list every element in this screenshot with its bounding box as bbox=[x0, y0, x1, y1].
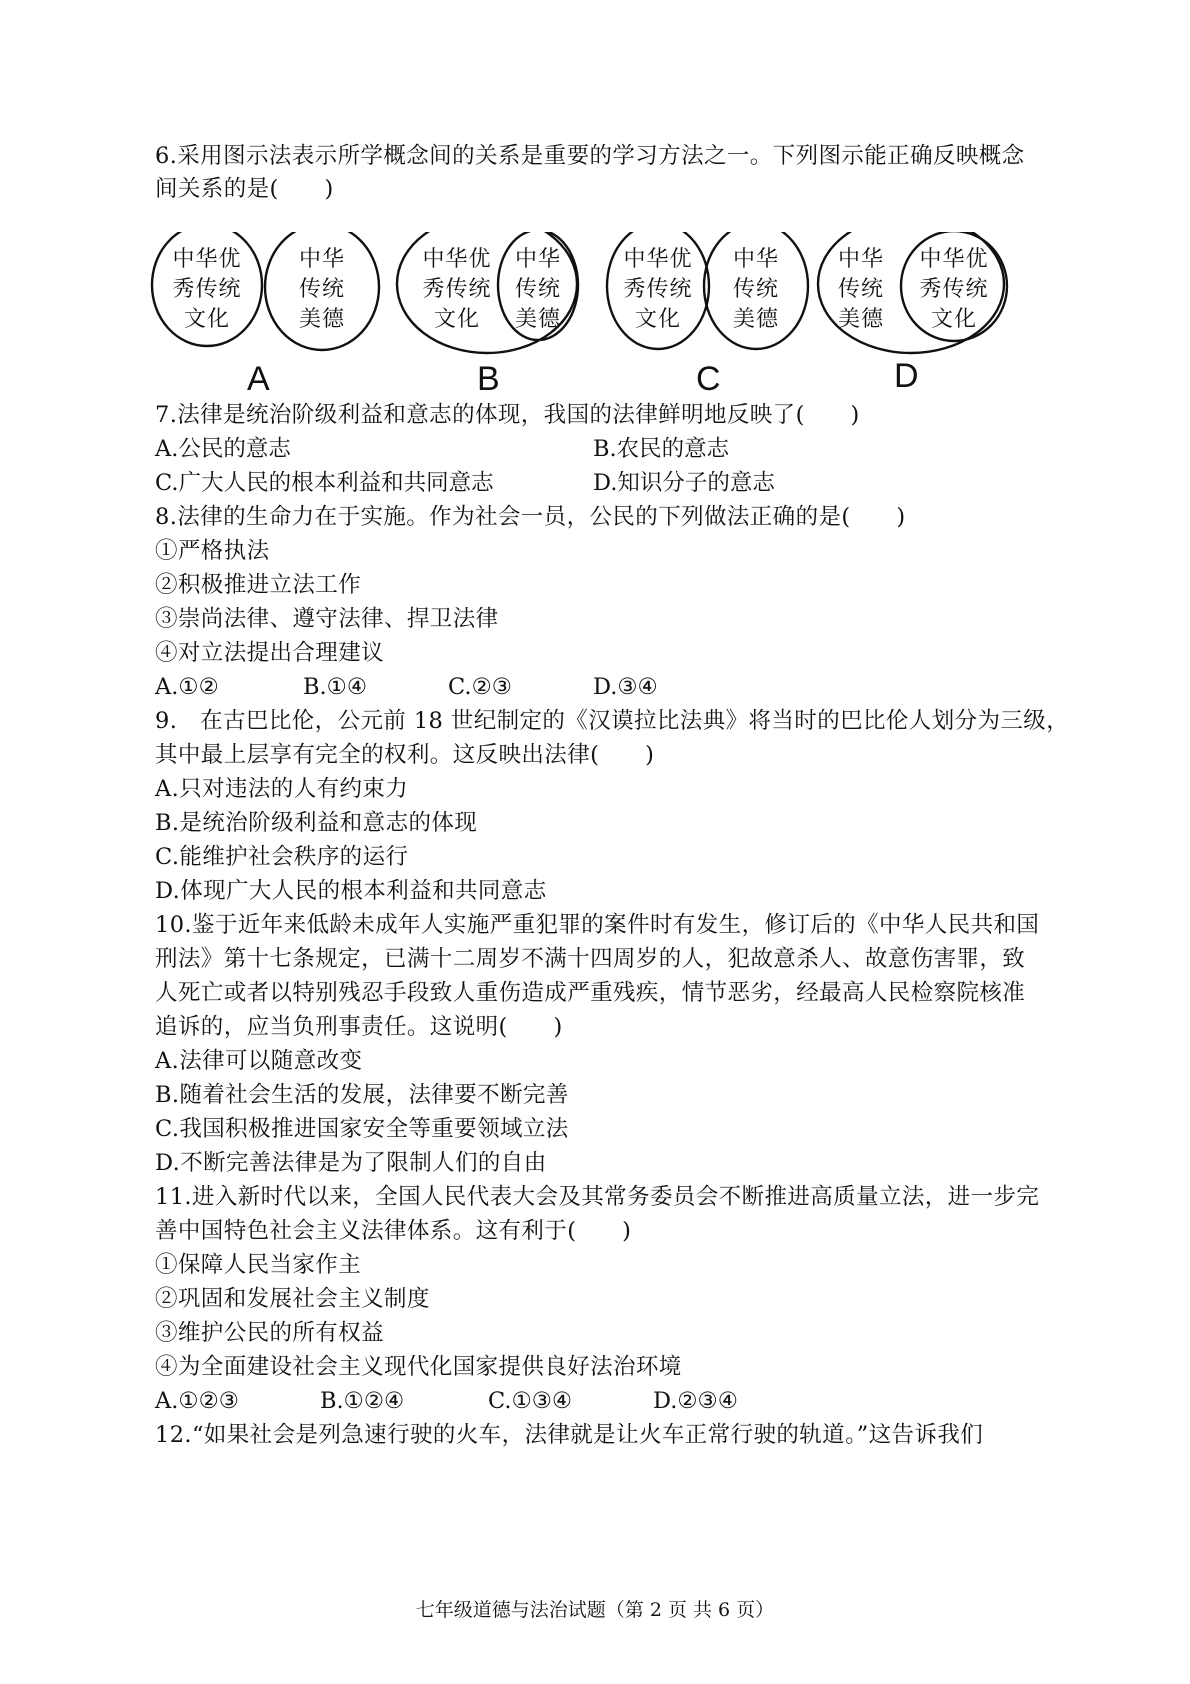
q9-option-c[interactable]: C.能维护社会秩序的运行 bbox=[155, 844, 409, 870]
diagram-c-left-text: 中华优秀传统文化 bbox=[623, 247, 693, 332]
q8-item-2: ②积极推进立法工作 bbox=[155, 572, 362, 598]
q11-option-b[interactable]: B.①②④ bbox=[320, 1388, 405, 1414]
q9-option-d[interactable]: D.体现广大人民的根本利益和共同意志 bbox=[155, 878, 547, 904]
diagram-c-right-text: 中华传统美德 bbox=[732, 247, 779, 332]
q11-item-1: ①保障人民当家作主 bbox=[155, 1252, 362, 1278]
q7-option-b[interactable]: B.农民的意志 bbox=[593, 436, 730, 462]
q7-option-c[interactable]: C.广大人民的根本利益和共同意志 bbox=[155, 470, 494, 496]
page-footer: 七年级道德与法治试题（第 2 页 共 6 页） bbox=[415, 1599, 775, 1621]
q12-stem-line1: 12.“如果社会是列急速行驶的火车，法律就是让火车正常行驶的轨道。”这告诉我们 bbox=[155, 1422, 984, 1448]
q11-option-d[interactable]: D.②③④ bbox=[653, 1388, 738, 1414]
q8-item-1: ①严格执法 bbox=[155, 538, 270, 564]
q8-option-b[interactable]: B.①④ bbox=[303, 674, 368, 700]
q11-stem-line2: 善中国特色社会主义法律体系。这有利于( ) bbox=[155, 1218, 632, 1244]
q10-option-d[interactable]: D.不断完善法律是为了限制人们的自由 bbox=[155, 1150, 547, 1176]
q10-stem-line4: 追诉的，应当负刑事责任。这说明( ) bbox=[155, 1014, 563, 1040]
q7-option-d[interactable]: D.知识分子的意志 bbox=[593, 470, 775, 496]
diagram-a-left-text: 中华优秀传统文化 bbox=[172, 247, 242, 332]
q11-option-a[interactable]: A.①②③ bbox=[155, 1388, 239, 1414]
q9-stem-line1: 9. 在古巴比伦，公元前 18 世纪制定的《汉谟拉比法典》将当时的巴比伦人划分为三级， bbox=[155, 708, 1070, 734]
q8-item-3: ③崇尚法律、遵守法律、捍卫法律 bbox=[155, 606, 499, 632]
q10-stem-line1: 10.鉴于近年来低龄未成年人实施严重犯罪的案件时有发生，修订后的《中华人民共和国 bbox=[155, 912, 1040, 938]
q7-stem: 7.法律是统治阶级利益和意志的体现，我国的法律鲜明地反映了( ) bbox=[155, 402, 860, 428]
diagram-d-label: D bbox=[894, 357, 919, 395]
q8-option-c[interactable]: C.②③ bbox=[448, 674, 512, 700]
q10-option-b[interactable]: B.随着社会生活的发展，法律要不断完善 bbox=[155, 1082, 569, 1108]
q8-option-d[interactable]: D.③④ bbox=[593, 674, 658, 700]
q9-stem-line2: 其中最上层享有完全的权利。这反映出法律( ) bbox=[155, 742, 655, 768]
q6-stem-line1: 6.采用图示法表示所学概念间的关系是重要的学习方法之一。下列图示能正确反映概念 bbox=[155, 143, 1025, 169]
diagram-d-inner-text: 中华优秀传统文化 bbox=[919, 247, 989, 332]
q11-item-2: ②巩固和发展社会主义制度 bbox=[155, 1286, 430, 1312]
diagram-c-label: C bbox=[696, 360, 721, 398]
q11-stem-line1: 11.进入新时代以来，全国人民代表大会及其常务委员会不断推进高质量立法，进一步完 bbox=[155, 1184, 1040, 1210]
diagram-d-outer-text: 中华传统美德 bbox=[837, 247, 884, 332]
q11-item-3: ③维护公民的所有权益 bbox=[155, 1320, 385, 1346]
q11-option-c[interactable]: C.①③④ bbox=[488, 1388, 573, 1414]
q10-stem-line3: 人死亡或者以特别残忍手段致人重伤造成严重残疾，情节恶劣，经最高人民检察院核准 bbox=[155, 980, 1026, 1006]
q7-option-a[interactable]: A.公民的意志 bbox=[155, 436, 291, 462]
q8-option-a[interactable]: A.①② bbox=[155, 674, 219, 700]
q6-stem-line2: 间关系的是( ) bbox=[155, 176, 334, 202]
q10-option-a[interactable]: A.法律可以随意改变 bbox=[155, 1048, 363, 1074]
diagram-b-inner-text: 中华传统美德 bbox=[514, 247, 561, 332]
q8-stem: 8.法律的生命力在于实施。作为社会一员，公民的下列做法正确的是( ) bbox=[155, 504, 906, 530]
diagram-b-label: B bbox=[477, 360, 500, 398]
q10-stem-line2: 刑法》第十七条规定，已满十二周岁不满十四周岁的人，犯故意杀人、故意伤害罪，致 bbox=[155, 946, 1026, 972]
q9-option-a[interactable]: A.只对违法的人有约束力 bbox=[155, 776, 409, 802]
q9-option-b[interactable]: B.是统治阶级利益和意志的体现 bbox=[155, 810, 478, 836]
diagram-b-outer-text: 中华优秀传统文化 bbox=[422, 247, 492, 332]
q8-item-4: ④对立法提出合理建议 bbox=[155, 640, 385, 666]
diagram-a-right-text: 中华传统美德 bbox=[298, 247, 345, 332]
diagram-a-label: A bbox=[247, 360, 270, 398]
q10-option-c[interactable]: C.我国积极推进国家安全等重要领域立法 bbox=[155, 1116, 569, 1142]
q11-item-4: ④为全面建设社会主义现代化国家提供良好法治环境 bbox=[155, 1354, 682, 1380]
